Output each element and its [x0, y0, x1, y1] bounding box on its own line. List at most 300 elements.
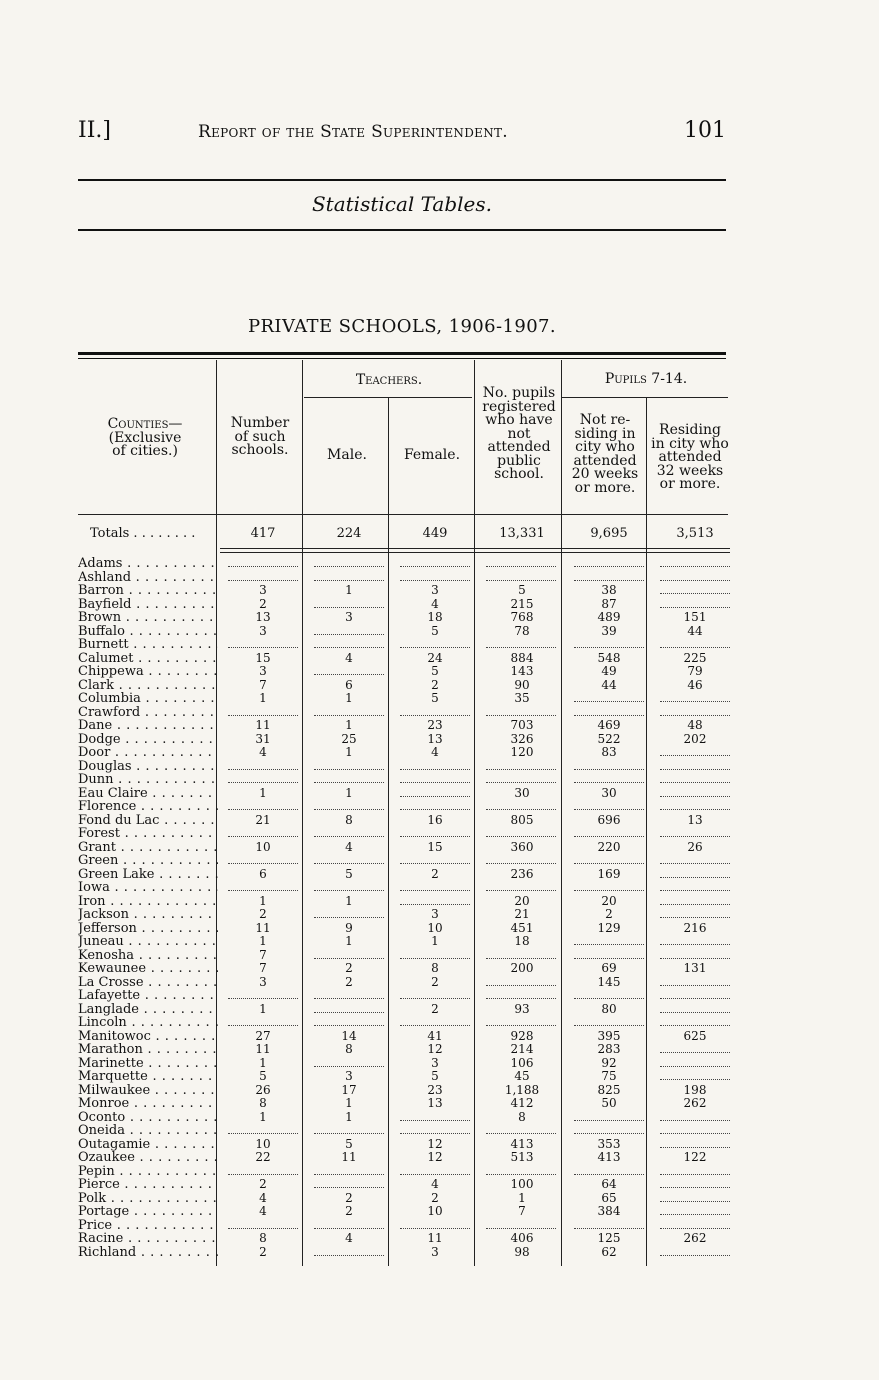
- cell-not-residing: 83: [601, 745, 617, 759]
- cell-schools: [228, 863, 298, 864]
- table-row: [78, 908, 738, 922]
- cell-not-attended: [486, 566, 556, 567]
- cell-schools: 7: [259, 961, 267, 975]
- cell-not-attended: 513: [510, 1150, 534, 1164]
- cell-schools: 2: [259, 596, 267, 611]
- cell-not-attended: 45: [514, 1069, 530, 1083]
- cell-schools: [228, 580, 298, 581]
- col-header-text: Counties—: [107, 416, 183, 432]
- cell-schools: 2: [259, 907, 267, 921]
- col-header-pupils: Pupils 7-14.: [604, 371, 688, 387]
- county-name: Calumet . . .: [78, 652, 218, 666]
- cell-residing: [660, 985, 730, 986]
- cell-male: [314, 1228, 384, 1229]
- table-row: [78, 841, 738, 855]
- cell-male: [314, 1066, 384, 1067]
- cell-schools: 4: [259, 1190, 267, 1205]
- cell-male: 1: [345, 691, 353, 705]
- table-row: [78, 895, 738, 909]
- cell-residing: [660, 1228, 730, 1229]
- table-row: [78, 787, 738, 801]
- cell-schools: 4: [259, 745, 267, 759]
- county-name: Richland . . .: [78, 1246, 218, 1260]
- table-row: [78, 1097, 738, 1111]
- table-row: [78, 584, 738, 598]
- cell-male: [314, 769, 384, 770]
- cell-female: 18: [427, 610, 443, 624]
- cell-female: [400, 1133, 470, 1134]
- report-title: Report of the State Superintendent.: [198, 122, 508, 142]
- county-name: Marathon . . .: [78, 1043, 218, 1057]
- cell-schools: 3: [259, 623, 267, 638]
- county-name: Pierce . . .: [78, 1178, 218, 1192]
- cell-schools: 22: [255, 1150, 271, 1164]
- cell-female: 4: [431, 596, 439, 611]
- cell-not-residing: 469: [597, 718, 621, 732]
- county-name: Oconto . . .: [78, 1111, 218, 1125]
- cell-male: 9: [345, 920, 353, 935]
- cell-schools: 2: [259, 1177, 267, 1191]
- col-header-text: not: [507, 425, 531, 442]
- cell-not-residing: 125: [597, 1231, 621, 1245]
- cell-residing: [660, 593, 730, 594]
- cell-male: 17: [341, 1082, 357, 1097]
- county-name: Iron . . .: [78, 895, 218, 909]
- county-name: Eau Claire . . .: [78, 787, 218, 801]
- cell-not-attended: 1,188: [504, 1082, 540, 1097]
- totals-label: Totals . . . . . . . .: [90, 526, 196, 541]
- cell-female: 1: [431, 934, 439, 948]
- cell-residing: 13: [687, 812, 703, 827]
- cell-schools: 27: [255, 1028, 271, 1043]
- cell-residing: 225: [683, 650, 707, 665]
- cell-male: [314, 647, 384, 648]
- county-name: La Crosse . . .: [78, 976, 218, 990]
- cell-not-attended: [486, 769, 556, 770]
- col-header-text: attended: [487, 439, 551, 455]
- county-name: Jefferson . . .: [78, 922, 218, 936]
- cell-female: [400, 836, 470, 837]
- county-name: Jackson . . .: [78, 908, 218, 922]
- table-row: [78, 1070, 738, 1084]
- cell-schools: 7: [259, 677, 267, 692]
- county-name: Price . . .: [78, 1219, 218, 1233]
- county-name: Chippewa . . .: [78, 665, 218, 679]
- cell-not-attended: 805: [510, 812, 534, 827]
- cell-residing: [660, 1066, 730, 1067]
- county-name: Dane . . .: [78, 719, 218, 733]
- cell-male: 25: [341, 731, 357, 746]
- cell-not-residing: [574, 809, 644, 810]
- cell-not-residing: [574, 944, 644, 945]
- cell-schools: [228, 809, 298, 810]
- cell-not-attended: 30: [514, 785, 530, 800]
- header-bottom-rule: [78, 514, 728, 515]
- cell-residing: [660, 917, 730, 918]
- cell-residing: [660, 755, 730, 756]
- table-row: [78, 557, 738, 571]
- cell-residing: [660, 877, 730, 878]
- col-header-text: Number: [230, 415, 290, 431]
- cell-not-attended: 236: [510, 866, 534, 881]
- cell-not-residing: [574, 782, 644, 783]
- table-top-rule: [78, 352, 726, 355]
- cell-not-residing: 220: [597, 839, 621, 854]
- cell-schools: 8: [259, 1096, 267, 1110]
- cell-male: [314, 863, 384, 864]
- cell-female: [400, 958, 470, 959]
- cell-schools: [228, 1133, 298, 1134]
- table-row: [78, 746, 738, 760]
- cell-male: 1: [345, 718, 353, 732]
- cell-male: 2: [345, 961, 353, 975]
- cell-not-residing: 69: [601, 961, 617, 975]
- table-row: [78, 1219, 738, 1233]
- cell-female: [400, 1228, 470, 1229]
- cell-female: 2: [431, 974, 439, 989]
- county-name: Lincoln . . .: [78, 1016, 218, 1030]
- cell-not-residing: [574, 958, 644, 959]
- cell-not-attended: [486, 890, 556, 891]
- cell-schools: 15: [255, 650, 271, 665]
- cell-not-residing: 489: [597, 610, 621, 624]
- cell-not-residing: [574, 1025, 644, 1026]
- cell-female: 15: [427, 839, 443, 854]
- cell-residing: 202: [683, 731, 707, 746]
- table-row: [78, 1124, 738, 1138]
- col-header-text: attended: [658, 449, 722, 465]
- cell-not-residing: 548: [597, 650, 621, 665]
- cell-schools: 1: [259, 1109, 267, 1124]
- cell-female: 3: [431, 1244, 439, 1259]
- col-header-not-residing: [563, 414, 647, 495]
- table-row: [78, 598, 738, 612]
- cell-residing: [660, 1147, 730, 1148]
- col-header-text: of cities.): [112, 443, 178, 459]
- table-row: [78, 854, 738, 868]
- cell-schools: 3: [259, 664, 267, 678]
- col-header-male: Male.: [327, 447, 367, 463]
- col-header-text: schools.: [231, 442, 289, 458]
- county-name: Clark . . .: [78, 679, 218, 693]
- subtitle-rule: [78, 229, 726, 231]
- table-row: [78, 1205, 738, 1219]
- cell-female: [400, 566, 470, 567]
- cell-schools: 11: [255, 718, 271, 732]
- cell-male: 4: [345, 650, 353, 665]
- cell-female: 12: [427, 1042, 443, 1056]
- county-name: Monroe . . .: [78, 1097, 218, 1111]
- cell-not-attended: 120: [510, 745, 534, 759]
- cell-female: [400, 647, 470, 648]
- cell-residing: [660, 809, 730, 810]
- county-name: Crawford . . .: [78, 706, 218, 720]
- totals-row: [78, 526, 728, 544]
- pupils-underline: [562, 397, 728, 398]
- county-name: Manitowoc . . .: [78, 1030, 218, 1044]
- totals-underline-double: [220, 552, 730, 553]
- table-row: [78, 1151, 738, 1165]
- cell-schools: 7: [259, 947, 267, 962]
- cell-male: 2: [345, 1204, 353, 1218]
- cell-male: 1: [345, 745, 353, 759]
- cell-not-residing: 39: [601, 623, 617, 638]
- cell-male: 1: [345, 583, 353, 597]
- cell-not-attended: [486, 809, 556, 810]
- cell-schools: 6: [259, 866, 267, 881]
- cell-not-attended: 884: [510, 650, 534, 665]
- table-row: [78, 1192, 738, 1206]
- cell-not-attended: 90: [514, 677, 530, 692]
- cell-not-attended: 143: [510, 664, 534, 678]
- cell-male: 5: [345, 866, 353, 881]
- col-header-text: 20 weeks: [571, 466, 639, 482]
- cell-female: 13: [427, 1096, 443, 1110]
- cell-not-attended: 93: [514, 1001, 530, 1016]
- table-row: [78, 1138, 738, 1152]
- cell-residing: [660, 890, 730, 891]
- cell-not-attended: 326: [510, 731, 534, 746]
- cell-not-residing: [574, 769, 644, 770]
- cell-female: [400, 1174, 470, 1175]
- col-header-text: Not re-: [579, 412, 631, 428]
- cell-residing: [660, 1214, 730, 1215]
- cell-not-attended: 106: [510, 1055, 534, 1070]
- cell-schools: [228, 782, 298, 783]
- cell-schools: 4: [259, 1204, 267, 1218]
- county-name: Kewaunee . . .: [78, 962, 218, 976]
- cell-not-residing: 169: [597, 866, 621, 881]
- cell-not-attended: 768: [510, 610, 534, 624]
- cell-female: [400, 580, 470, 581]
- cell-residing: 79: [687, 664, 703, 678]
- cell-residing: [660, 998, 730, 999]
- cell-male: [314, 782, 384, 783]
- totals-underline: [220, 548, 730, 549]
- cell-residing: [660, 958, 730, 959]
- county-name: Kenosha . . .: [78, 949, 218, 963]
- totals-male: 224: [336, 526, 362, 541]
- cell-male: 1: [345, 1109, 353, 1124]
- cell-male: [314, 1025, 384, 1026]
- cell-male: [314, 566, 384, 567]
- cell-not-residing: 413: [597, 1150, 621, 1164]
- cell-not-attended: 703: [510, 718, 534, 732]
- cell-schools: 1: [259, 785, 267, 800]
- col-header-text: 32 weeks: [656, 462, 724, 479]
- county-name: Green . . .: [78, 854, 218, 868]
- table-row: [78, 881, 738, 895]
- county-name: Marinette . . .: [78, 1057, 218, 1071]
- cell-not-residing: 49: [601, 664, 617, 678]
- cell-female: 3: [431, 1055, 439, 1070]
- cell-not-attended: [486, 998, 556, 999]
- totals-not-attended: 13,331: [499, 526, 545, 541]
- cell-residing: [660, 1052, 730, 1053]
- cell-not-residing: 80: [601, 1001, 617, 1016]
- cell-residing: 131: [683, 961, 707, 975]
- cell-residing: [660, 782, 730, 783]
- table-row: [78, 719, 738, 733]
- county-name: Dodge . . .: [78, 733, 218, 747]
- cell-female: [400, 890, 470, 891]
- cell-female: [400, 715, 470, 716]
- county-name: Lafayette . . .: [78, 989, 218, 1003]
- table-row: [78, 1043, 738, 1057]
- cell-not-residing: 92: [601, 1055, 617, 1070]
- table-row: [78, 800, 738, 814]
- cell-female: 8: [431, 961, 439, 975]
- subtitle: Statistical Tables.: [311, 192, 493, 216]
- cell-residing: [660, 566, 730, 567]
- table-row: [78, 638, 738, 652]
- county-name: Columbia . . .: [78, 692, 218, 706]
- col-header-text: siding in: [574, 425, 636, 442]
- col-header-text: Residing: [659, 422, 721, 438]
- cell-not-residing: [574, 580, 644, 581]
- cell-not-attended: 200: [510, 961, 534, 975]
- cell-schools: 1: [259, 1001, 267, 1016]
- cell-male: 3: [345, 610, 353, 624]
- cell-not-residing: [574, 890, 644, 891]
- table-row: [78, 827, 738, 841]
- page-number: 101: [684, 118, 726, 143]
- header-rule: [78, 179, 726, 181]
- cell-not-attended: [486, 715, 556, 716]
- cell-residing: [660, 715, 730, 716]
- cell-schools: 5: [259, 1069, 267, 1083]
- cell-male: 2: [345, 1190, 353, 1205]
- cell-not-residing: 38: [601, 583, 617, 597]
- table-row: [78, 1016, 738, 1030]
- county-name: Ashland . . .: [78, 571, 218, 585]
- table-row: [78, 1057, 738, 1071]
- cell-residing: [660, 647, 730, 648]
- cell-residing: 46: [687, 677, 703, 692]
- col-header-residing: [647, 424, 733, 492]
- cell-schools: 1: [259, 893, 267, 908]
- totals-residing: 3,513: [676, 526, 714, 541]
- cell-female: 10: [427, 920, 443, 935]
- cell-not-attended: [486, 1174, 556, 1175]
- cell-not-attended: 214: [510, 1042, 534, 1056]
- cell-male: 3: [345, 1069, 353, 1083]
- cell-residing: [660, 944, 730, 945]
- cell-not-attended: 8: [518, 1109, 526, 1124]
- cell-residing: [660, 580, 730, 581]
- table-row: [78, 665, 738, 679]
- cell-schools: [228, 769, 298, 770]
- county-name: Ozaukee . . .: [78, 1151, 218, 1165]
- cell-male: 2: [345, 974, 353, 989]
- county-table-body: [78, 557, 738, 1259]
- cell-not-residing: 145: [597, 974, 621, 989]
- county-name: Burnett . . .: [78, 638, 218, 652]
- cell-male: [314, 580, 384, 581]
- cell-schools: 11: [255, 1042, 271, 1056]
- cell-not-residing: 50: [601, 1096, 617, 1110]
- county-name: Oneida . . .: [78, 1124, 218, 1138]
- cell-female: 2: [431, 1001, 439, 1016]
- cell-schools: [228, 998, 298, 999]
- county-name: Fond du Lac . . .: [78, 814, 218, 828]
- col-header-text: or more.: [659, 476, 721, 492]
- cell-female: 5: [431, 664, 439, 678]
- cell-not-residing: 283: [597, 1042, 621, 1056]
- county-name: Pepin . . .: [78, 1165, 218, 1179]
- cell-male: [314, 998, 384, 999]
- cell-female: [400, 782, 470, 783]
- table-row: [78, 1165, 738, 1179]
- cell-not-attended: 98: [514, 1244, 530, 1259]
- cell-female: 10: [427, 1204, 443, 1218]
- cell-not-residing: 2: [605, 907, 613, 921]
- cell-not-attended: [486, 836, 556, 837]
- cell-male: 1: [345, 785, 353, 800]
- col-header-text: who have: [485, 412, 553, 428]
- cell-male: 1: [345, 1096, 353, 1110]
- cell-female: [400, 809, 470, 810]
- cell-male: [314, 1133, 384, 1134]
- cell-not-attended: 20: [514, 893, 530, 908]
- cell-not-attended: 412: [510, 1096, 534, 1110]
- cell-not-residing: 129: [597, 920, 621, 935]
- cell-male: 11: [341, 1150, 357, 1164]
- table-row: [78, 949, 738, 963]
- cell-not-residing: 44: [601, 677, 617, 692]
- county-name: Adams . . .: [78, 557, 218, 571]
- cell-not-attended: 215: [510, 596, 534, 611]
- cell-not-attended: 100: [510, 1177, 534, 1191]
- cell-schools: 10: [255, 1136, 271, 1151]
- cell-male: 4: [345, 839, 353, 854]
- table-row: [78, 1232, 738, 1246]
- cell-male: [314, 634, 384, 635]
- table-row: [78, 706, 738, 720]
- cell-not-attended: 21: [514, 907, 530, 921]
- cell-residing: 48: [687, 718, 703, 732]
- cell-female: 16: [427, 812, 443, 827]
- col-header-text: or more.: [574, 479, 636, 496]
- cell-schools: 21: [255, 812, 271, 827]
- cell-female: 11: [427, 1231, 443, 1245]
- cell-residing: 625: [683, 1028, 707, 1043]
- county-name: Douglas . . .: [78, 760, 218, 774]
- cell-residing: 122: [683, 1150, 707, 1164]
- county-name: Bayfield . . .: [78, 598, 218, 612]
- cell-residing: [660, 1079, 730, 1080]
- table-row: [78, 935, 738, 949]
- county-name: Polk . . .: [78, 1192, 218, 1206]
- totals-label-text: Totals: [90, 526, 130, 541]
- cell-schools: 11: [255, 920, 271, 935]
- cell-male: [314, 917, 384, 918]
- cell-not-residing: 30: [601, 785, 617, 800]
- table-row: [78, 976, 738, 990]
- cell-not-residing: 395: [597, 1028, 621, 1043]
- col-header-text: (Exclusive: [108, 429, 182, 446]
- cell-residing: [660, 1012, 730, 1013]
- cell-female: [400, 796, 470, 797]
- cell-female: 4: [431, 1177, 439, 1191]
- cell-male: 5: [345, 1136, 353, 1151]
- cell-male: [314, 1255, 384, 1256]
- cell-male: [314, 836, 384, 837]
- col-header-text: school.: [494, 466, 544, 482]
- cell-not-residing: 384: [597, 1204, 621, 1218]
- cell-not-residing: [574, 1120, 644, 1121]
- cell-female: 13: [427, 731, 443, 746]
